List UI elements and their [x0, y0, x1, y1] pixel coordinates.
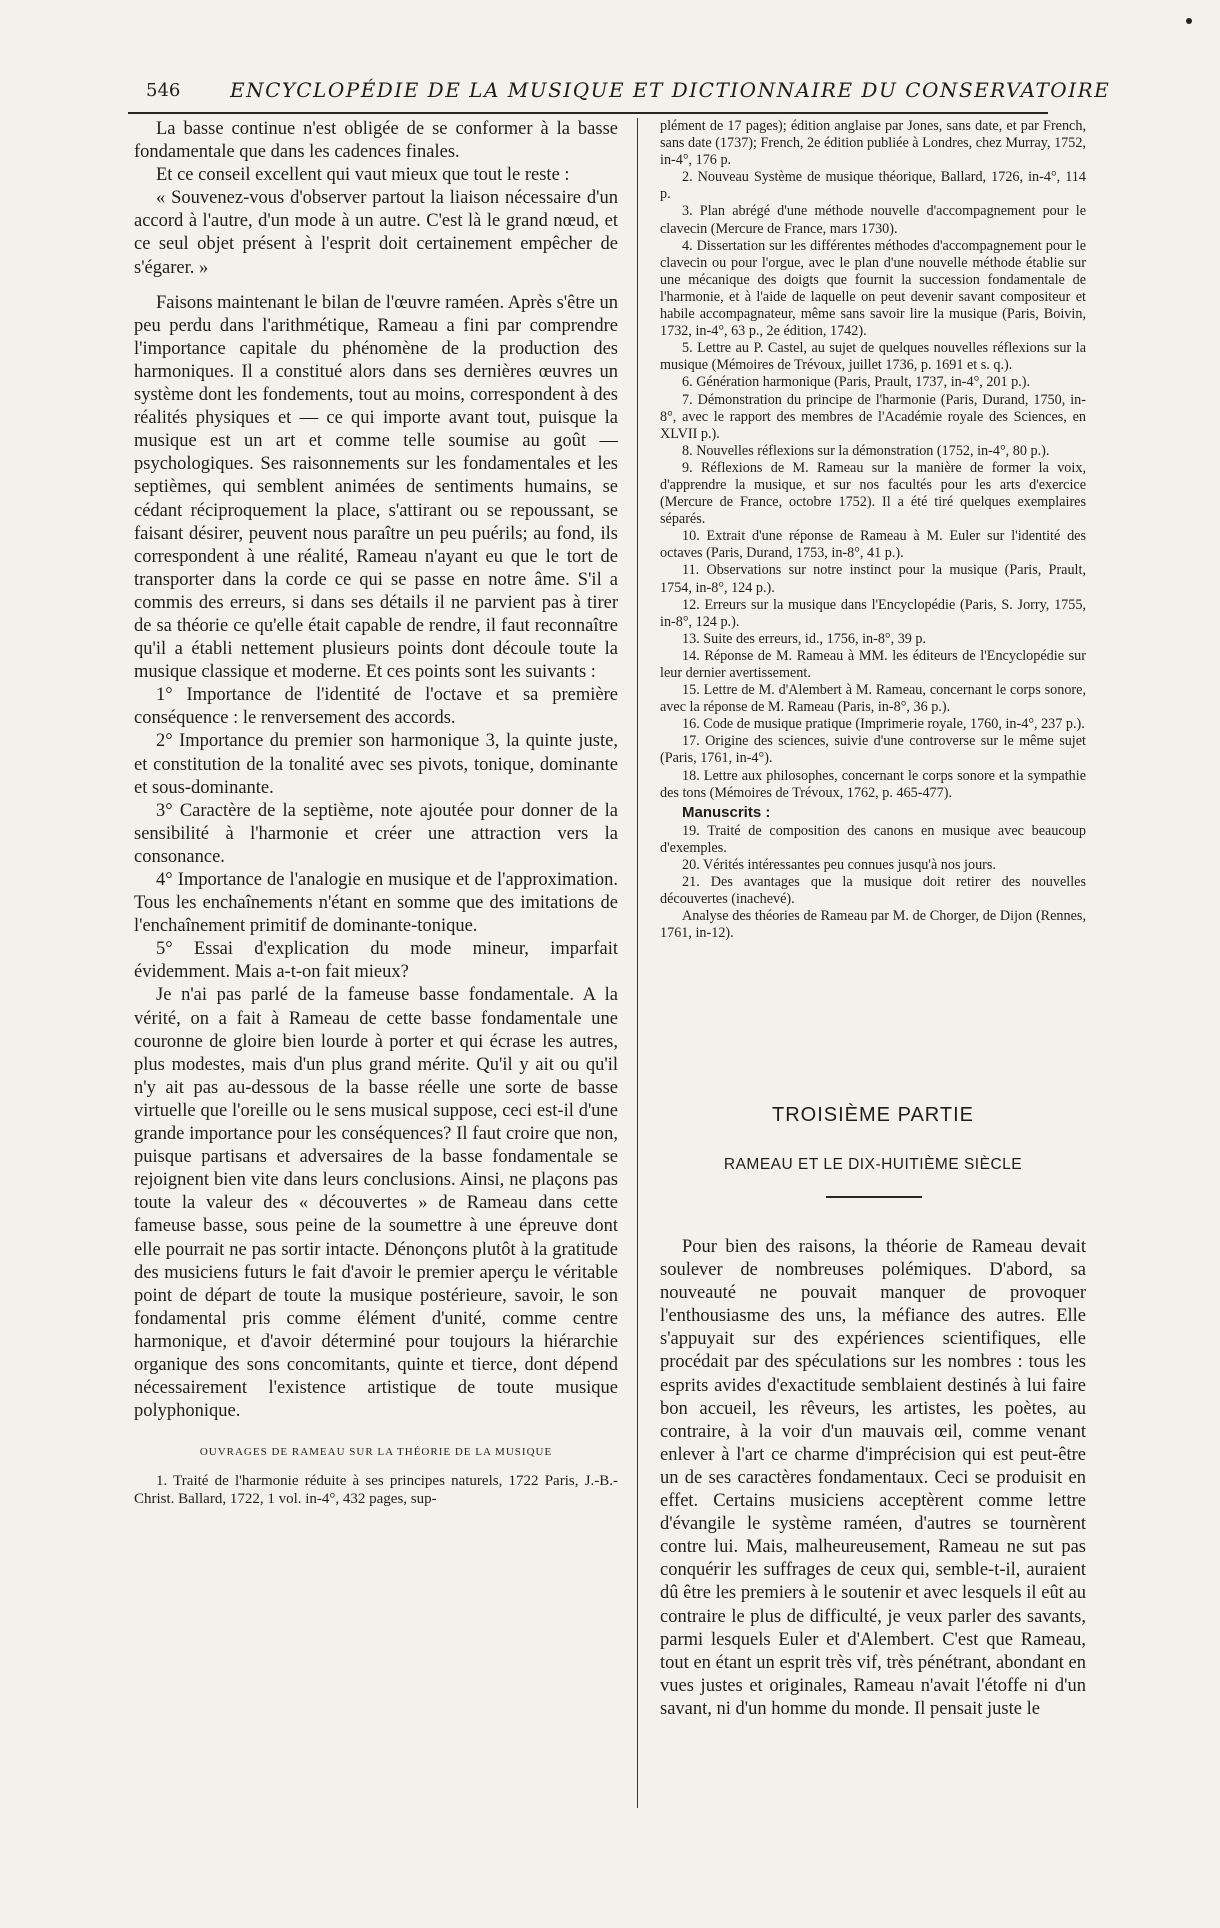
- body-paragraph: Je n'ai pas parlé de la fameuse basse fondamentale. A la vérité, on a fait à Rameau de cette basse fondamentale une couronne de gloire bien lourde à porter et qui écrase les autres, plus modestes, mais d'un plus grand mérite. Qu'il y ait ou qu'il n'y ait pas au-dessous de la basse réelle une sorte de basse virtuelle que l'oreille ou le sens musical suppose, ceci est-il d'une grande importance pour les conséquences? Il faut croire que non, puisque partisans et adversaires de la basse fondamentale se rejoignent bien vite dans leurs conclusions. Ainsi, ne plaçons pas toute la valeur des « découvertes » de Rameau dans cette fameuse basse, sous peine de la soumettre à une épreuve dont elle pourrait ne pas sortir intacte. Dénonçons plutôt à la gratitude des musiciens futurs le fait d'avoir le premier aperçu le véritable point de départ de toute la musique postérieure, savoir, le son fondamental pris comme élément d'unité, comme centre harmonique, et d'avoir déterminé pour toujours la hiérarchie organique des sons concomitants, quinte et tierce, dont dépend nécessairement l'existence artistique de toute musique polyphonique.: [134, 985, 618, 1422]
- page-number: 546: [146, 80, 181, 101]
- part-subtitle: RAMEAU ET LE DIX-HUITIÈME SIÈCLE: [723, 1156, 1023, 1173]
- bibliography-entry: 18. Lettre aux philosophes, concernant le corps sonore et la sympathie des tons (Mémoires de Trévoux, 1762, p. 465-477).: [660, 767, 1086, 801]
- body-paragraph: Faisons maintenant le bilan de l'œuvre raméen. Après s'être un peu perdu dans l'arithmétique, Rameau a fini par comprendre l'importance capitale du phénomène de la production des harmoniques. Il a constitué alors dans ses dernières œuvres un système dont les fondements, tout au moins, correspondent à des réalités physiques et — ce qui importe avant tout, puisque la musique est un art et comme telle soumise au goût — psychologiques. Ses raisonnements sur les fondamentales et les septièmes, qui semblent animées de sentiments humains, se cédant réciproquement la place, s'attirant ou se repoussant, se faisant désirer, peuvent nous paraître un peu puérils; au fond, ils correspondent à une réalité, Rameau n'ayant eu que le tort de transporter dans la corde ce qui se passe en notre âme. S'il a commis des erreurs, si dans ses détails il ne parvient pas à tirer de sa théorie ce qu'elle était capable de rendre, il faut reconnaître qu'il a établi nettement plusieurs points dont découle toute la musique classique et moderne. Et ces points sont les suivants :: [134, 292, 618, 683]
- body-paragraph: 1° Importance de l'identité de l'octave et sa première conséquence : le renversement des accords.: [134, 685, 618, 729]
- part-title: TROISIÈME PARTIE: [772, 1104, 974, 1126]
- bibliography-entry: 8. Nouvelles réflexions sur la démonstration (1752, in-4°, 80 p.).: [682, 442, 1050, 459]
- body-paragraph: 5° Essai d'explication du mode mineur, imparfait évidemment. Mais a-t-on fait mieux?: [134, 939, 618, 983]
- bibliography-entry: 13. Suite des erreurs, id., 1756, in-8°, 39 p.: [682, 630, 927, 647]
- manuscrits-heading: Manuscrits :: [682, 803, 771, 821]
- part-body: [660, 1236, 1086, 1721]
- manuscrits-list: [660, 823, 1086, 943]
- part-rule: [826, 1196, 922, 1198]
- bibliography-entry-1: 1. Traité de l'harmonie réduite à ses principes naturels, 1722 Paris, J.-B.-Christ. Ballard, 1722, 1 vol. in-4°, 432 pages, sup-: [134, 1473, 618, 1508]
- bibliography-list: [660, 118, 1086, 802]
- bibliography-entry: 2. Nouveau Système de musique théorique, Ballard, 1726, in-4°, 114 p.: [660, 169, 1086, 203]
- body-paragraph: « Souvenez-vous d'observer partout la liaison nécessaire d'un accord à l'autre, d'un mode à un autre. C'est là le grand nœud, et ce seul objet présent à l'esprit doit certainement empêcher de s'égarer. »: [134, 188, 618, 278]
- column-divider: [637, 118, 638, 1808]
- bibliography-entry: 6. Génération harmonique (Paris, Prault, 1737, in-4°, 201 p.).: [682, 374, 1031, 391]
- bibliography-entry: 15. Lettre de M. d'Alembert à M. Rameau, concernant le corps sonore, avec la réponse de M. Rameau (Paris, in-8°, 36 p.).: [660, 682, 1086, 716]
- bibliography-entry: 14. Réponse de M. Rameau à MM. les éditeurs de l'Encyclopédie sur leur dernier avertissement.: [660, 647, 1086, 681]
- bibliography-entry: 16. Code de musique pratique (Imprimerie royale, 1760, in-4°, 237 p.).: [682, 716, 1085, 733]
- page-header: [128, 76, 1111, 114]
- body-paragraph: 2° Importance du premier son harmonique 3, la quinte juste, et constitution de la tonalité avec ses pivots, tonique, dominante et sous-dominante.: [134, 731, 618, 798]
- body-paragraph: 3° Caractère de la septième, note ajoutée pour donner de la sensibilité à l'harmonie et créer une attraction vers la consonance.: [134, 800, 618, 867]
- running-title: ENCYCLOPÉDIE DE LA MUSIQUE ET DICTIONNAIRE DU CONSERVATOIRE: [230, 78, 1111, 102]
- bibliography-entry: 12. Erreurs sur la musique dans l'Encyclopédie (Paris, S. Jorry, 1755, in-8°, 124 p.).: [660, 596, 1086, 630]
- bibliography-entry: 7. Démonstration du principe de l'harmonie (Paris, Durand, 1750, in-8°, avec le rapport des membres de l'Académie royale des Sciences, en XLVII p.).: [660, 391, 1086, 442]
- bibliography-entry: plément de 17 pages); édition anglaise par Jones, sans date, et par French, sans date (1737); French, 2e édition publiée à Londres, chez Murray, 1752, in-4°, 176 p.: [660, 118, 1086, 169]
- body-paragraph: La basse continue n'est obligée de se conformer à la basse fondamentale que dans les cadences finales.: [134, 119, 618, 163]
- bibliography-entry: 11. Observations sur notre instinct pour la musique (Paris, Prault, 1754, in-8°, 124 p.).: [660, 562, 1086, 596]
- bibliography-entry: 10. Extrait d'une réponse de Rameau à M. Euler sur l'identité des octaves (Paris, Durand, 1753, in-8°, 41 p.).: [660, 528, 1086, 562]
- bibliography-entry: 9. Réflexions de M. Rameau sur la manière de former la voix, d'apprendre la musique, et sur nos facultés pour les arts d'exercice (Mercure de France, octobre 1752). Il a été tiré quelques exemplaires séparés.: [660, 459, 1086, 528]
- bibliography-entry: 3. Plan abrégé d'une méthode nouvelle d'accompagnement pour le clavecin (Mercure de France, mars 1730).: [660, 203, 1086, 237]
- left-column: [134, 118, 618, 1508]
- body-paragraph: Et ce conseil excellent qui vaut mieux que tout le reste :: [156, 165, 570, 186]
- manuscrit-entry: 19. Traité de composition des canons en musique avec beaucoup d'exemples.: [660, 822, 1086, 856]
- bibliography-entry: 17. Origine des sciences, suivie d'une controverse sur le même sujet (Paris, 1761, in-4°).: [660, 733, 1086, 767]
- ouvrages-heading: OUVRAGES DE RAMEAU SUR LA THÉORIE DE LA MUSIQUE: [199, 1446, 553, 1459]
- manuscrit-entry: Analyse des théories de Rameau par M. de Chorger, de Dijon (Rennes, 1761, in-12).: [660, 908, 1086, 942]
- manuscrit-entry: 21. Des avantages que la musique doit retirer des nouvelles découvertes (inachevé).: [660, 874, 1086, 908]
- body-paragraph: 4° Importance de l'analogie en musique et de l'approximation. Tous les enchaînements n'étant en somme que des imitations de l'enchaînement primitif de dominante-tonique.: [134, 870, 618, 937]
- part-body-paragraph: Pour bien des raisons, la théorie de Rameau devait soulever de nombreuses polémiques. D'abord, sa nouveauté ne pouvait manquer de provoquer l'enthousiasme des uns, la méfiance des autres. Elle s'appuyait sur des expériences scientifiques, elle procédait par des spéculations sur les nombres : tous les esprits avides d'exactitude semblaient destinés à lui faire bon accueil, les rêveurs, les artistes, les poètes, au contraire, à la voir d'un mauvais œil, comme venant enlever à l'art ce charme d'imprécision qui est peut-être un de ses caractères fondamentaux. Ceci se produisit en effet. Certains musiciens acceptèrent comme lettre d'évangile le système raméen, d'autres se tournèrent contre lui. Mais, malheureusement, Rameau ne sut pas conquérir les suffrages de ceux qui, semble-t-il, auraient dû être les premiers à le soutenir et avec lesquels il eût au contraire le plus de difficulté, je veux parler des savants, parmi lesquels Euler et d'Alembert. C'est que Rameau, tout en étant un esprit très vif, très pénétrant, abondant en vues justes et originales, Rameau n'avait l'étoffe ni d'un savant, ni d'un homme du monde. Il pensait juste le: [660, 1237, 1086, 1719]
- left-paragraphs: [134, 118, 618, 1423]
- manuscrit-entry: 20. Vérités intéressantes peu connues jusqu'à nos jours.: [682, 857, 996, 874]
- bibliography-entry: 4. Dissertation sur les différentes méthodes d'accompagnement pour le clavecin ou pour l'orgue, avec le plan d'une nouvelle méthode établie sur une mécanique des doigts que fournit la succession fondamentale de l'harmonie, et à l'aide de laquelle on peut devenir savant compositeur et habile accompagnateur, même sans savoir lire la musique (Paris, Boivin, 1732, in-4°, 63 p., 2e édition, 1742).: [660, 237, 1086, 340]
- bibliography-entry: 5. Lettre au P. Castel, au sujet de quelques nouvelles réflexions sur la musique (Mémoires de Trévoux, juillet 1736, p. 1691 et s. q.).: [660, 340, 1086, 374]
- right-column: [660, 118, 1086, 943]
- corner-mark: [1186, 18, 1192, 24]
